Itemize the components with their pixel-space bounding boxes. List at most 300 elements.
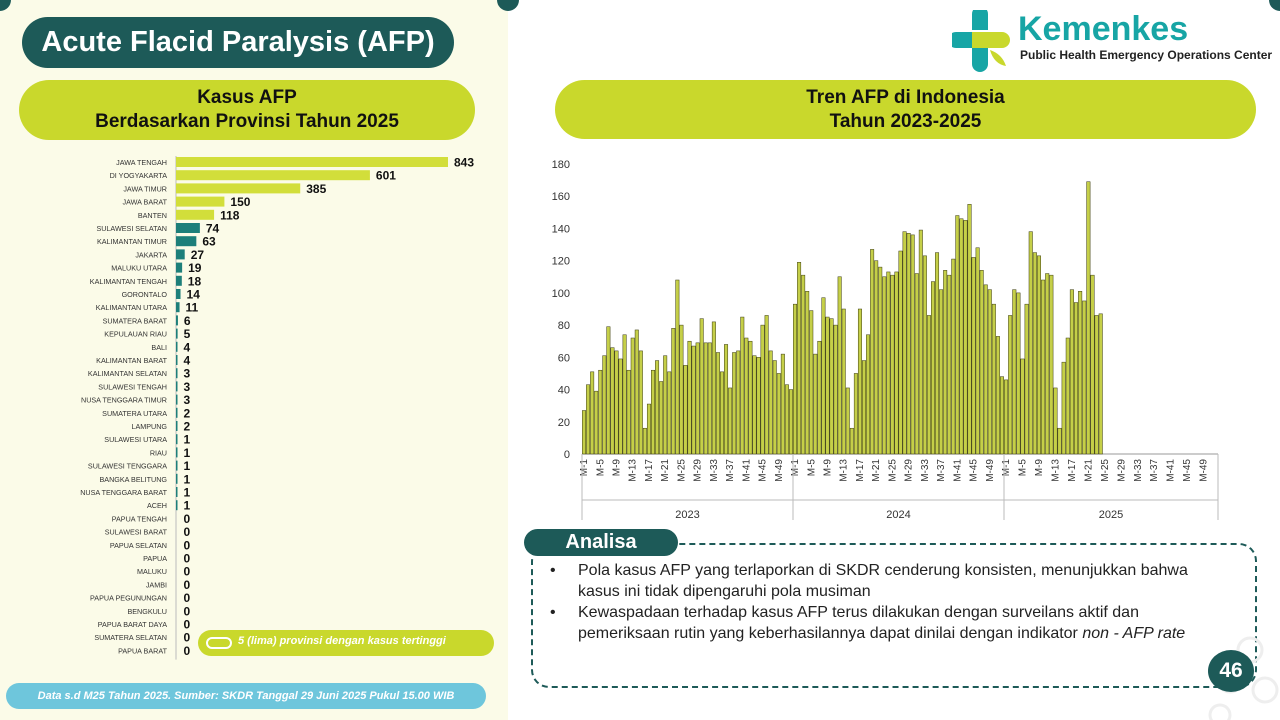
trend-bar <box>996 336 999 454</box>
trend-bar-chart <box>530 150 1230 525</box>
trend-bar <box>724 344 727 454</box>
year-label: 2024 <box>886 509 911 521</box>
trend-bar <box>680 325 683 454</box>
province-bar <box>176 197 224 207</box>
trend-bar <box>700 319 703 454</box>
province-bar <box>176 302 180 312</box>
trend-bar <box>761 325 764 454</box>
x-tick-label: M-25 <box>887 459 899 482</box>
province-label: KALIMANTAN TENGAH <box>89 276 167 286</box>
province-value-label: 1 <box>183 432 191 447</box>
province-bar <box>176 474 178 484</box>
x-tick-label: M-21 <box>660 459 672 482</box>
trend-bar <box>1029 232 1033 454</box>
trend-bar <box>972 257 975 454</box>
province-value-label: 19 <box>188 261 202 276</box>
province-bar <box>176 408 178 418</box>
x-tick-label: M-5 <box>595 459 607 477</box>
trend-bar <box>919 230 922 454</box>
trend-bar <box>834 325 837 454</box>
province-value-label: 843 <box>454 155 475 170</box>
province-label: ACEH <box>147 501 167 511</box>
province-value-label: 0 <box>183 591 191 606</box>
trend-bar <box>964 220 967 454</box>
province-chart-title-line2: Berdasarkan Provinsi Tahun 2025 <box>95 111 399 132</box>
province-chart-title-line1: Kasus AFP <box>197 87 297 108</box>
province-label: JAMBI <box>145 580 167 590</box>
trend-bar <box>659 382 662 455</box>
trend-bar <box>992 304 995 454</box>
trend-bar <box>956 216 959 454</box>
x-tick-label: M-17 <box>1066 459 1078 482</box>
x-tick-label: M-5 <box>806 459 818 477</box>
y-tick-label: 140 <box>551 223 570 236</box>
trend-bar <box>749 341 752 454</box>
province-value-label: 385 <box>306 181 327 196</box>
year-label: 2023 <box>675 509 700 521</box>
trend-bar <box>805 291 808 454</box>
province-label: BANTEN <box>137 210 167 220</box>
x-tick-label: M-29 <box>1116 459 1128 482</box>
province-label: BENGKULU <box>127 606 167 616</box>
province-bar <box>176 487 178 497</box>
province-value-label: 150 <box>230 195 251 210</box>
province-label: KALIMANTAN SELATAN <box>87 369 167 379</box>
trend-bar <box>651 370 654 454</box>
province-label: JAWA BARAT <box>122 197 167 207</box>
province-label: KALIMANTAN UTARA <box>95 303 167 313</box>
trend-bar <box>736 351 739 454</box>
trend-bar <box>639 351 642 454</box>
trend-bar <box>822 298 825 454</box>
trend-chart-title-line2: Tahun 2023-2025 <box>829 111 982 132</box>
trend-bar <box>1050 275 1054 454</box>
trend-bar <box>1082 301 1086 454</box>
kemenkes-logo-icon <box>952 10 1014 74</box>
trend-bar <box>1087 182 1091 454</box>
province-bar <box>176 342 178 352</box>
province-bar <box>176 276 182 286</box>
trend-bar <box>757 357 760 454</box>
logo-name: Kemenkes <box>1018 10 1189 48</box>
x-tick-label: M-33 <box>1132 459 1144 482</box>
province-value-label: 0 <box>183 551 191 566</box>
trend-bar <box>879 267 882 454</box>
province-value-label: 0 <box>183 538 191 553</box>
trend-bar <box>590 372 593 454</box>
province-value-label: 3 <box>183 366 191 381</box>
trend-bar <box>960 219 963 454</box>
province-value-label: 18 <box>187 274 202 289</box>
kemenkes-logo <box>952 10 1272 76</box>
trend-bar <box>1091 275 1095 454</box>
x-tick-label: M-9 <box>822 459 834 477</box>
legend-swatch <box>206 637 232 649</box>
x-tick-label: M-17 <box>643 459 655 482</box>
province-value-label: 14 <box>186 287 200 302</box>
province-bar <box>176 223 200 233</box>
province-label: MALUKU UTARA <box>111 263 167 273</box>
x-tick-label: M-1 <box>790 459 802 477</box>
x-tick-label: M-45 <box>757 459 769 482</box>
province-bar <box>176 315 178 325</box>
province-bar <box>176 434 178 444</box>
province-label: NUSA TENGGARA TIMUR <box>81 395 167 405</box>
province-bar <box>176 461 178 471</box>
y-tick-label: 100 <box>551 287 570 300</box>
x-tick-label: M-5 <box>1017 459 1029 477</box>
trend-bar <box>1066 338 1070 454</box>
trend-bar <box>814 354 817 454</box>
province-label: SUMATERA SELATAN <box>94 633 167 643</box>
province-bar <box>176 263 182 273</box>
trend-bar <box>643 428 646 454</box>
trend-bar <box>603 356 606 454</box>
province-label: KEPULAUAN RIAU <box>104 329 167 339</box>
trend-bar <box>1033 253 1037 454</box>
province-label: MALUKU <box>137 567 167 577</box>
trend-bar <box>907 233 910 454</box>
data-source-footer: Data s.d M25 Tahun 2025. Sumber: SKDR Tanggal 29 Juni 2025 Pukul 15.00 WIB <box>6 683 486 709</box>
province-label: BANGKA BELITUNG <box>99 474 167 484</box>
province-label: JAKARTA <box>135 250 167 260</box>
province-label: SUMATERA UTARA <box>102 408 167 418</box>
x-tick-label: M-41 <box>1165 459 1177 482</box>
trend-bar <box>1041 280 1045 454</box>
trend-bar <box>797 262 800 454</box>
trend-chart-title <box>555 80 1256 139</box>
province-label: KALIMANTAN BARAT <box>96 356 167 365</box>
trend-bar <box>1054 388 1058 454</box>
trend-bar <box>810 311 813 454</box>
trend-bar <box>676 280 679 454</box>
x-tick-label: M-13 <box>838 459 850 482</box>
trend-bar <box>716 353 719 455</box>
province-bar <box>176 329 178 339</box>
trend-bar <box>599 370 602 454</box>
x-tick-label: M-1 <box>1001 459 1013 477</box>
trend-bar <box>1021 359 1025 454</box>
x-tick-label: M-37 <box>1149 459 1161 482</box>
analysis-point-emphasis: non - AFP rate <box>1082 625 1186 642</box>
province-label: PAPUA TENGAH <box>111 514 167 524</box>
province-value-label: 3 <box>183 393 191 408</box>
province-label: PAPUA BARAT <box>118 646 167 656</box>
trend-bar <box>655 361 658 454</box>
trend-bar <box>789 390 792 454</box>
x-tick-label: M-17 <box>854 459 866 482</box>
trend-bar <box>818 341 821 454</box>
province-bar <box>176 395 178 405</box>
province-value-label: 0 <box>183 630 191 645</box>
x-tick-label: M-49 <box>1198 459 1210 482</box>
trend-bar <box>741 317 744 454</box>
trend-bar <box>663 356 666 454</box>
trend-bar <box>988 290 991 454</box>
y-tick-label: 0 <box>563 449 570 461</box>
trend-bar <box>753 356 756 454</box>
trend-chart-title-line1: Tren AFP di Indonesia <box>806 87 1005 108</box>
trend-bar <box>769 351 772 454</box>
trend-bar <box>684 365 687 454</box>
province-value-label: 1 <box>183 459 191 474</box>
trend-bar <box>732 353 735 455</box>
province-bar <box>176 381 178 391</box>
trend-bar <box>672 328 675 454</box>
province-value-label: 11 <box>185 300 199 315</box>
trend-bar <box>927 315 930 454</box>
analysis-title: Analisa <box>524 529 678 556</box>
trend-bar <box>1017 293 1021 454</box>
province-value-label: 4 <box>183 340 191 355</box>
province-value-label: 1 <box>183 498 191 513</box>
trend-bar <box>915 274 918 454</box>
trend-bar <box>1025 304 1029 454</box>
trend-bar <box>968 204 971 454</box>
province-bar <box>176 210 214 220</box>
x-tick-label: M-37 <box>725 459 737 482</box>
x-tick-label: M-41 <box>741 459 753 482</box>
trend-bar <box>781 354 784 454</box>
province-label: KALIMANTAN TIMUR <box>96 237 167 247</box>
x-tick-label: M-13 <box>1050 459 1062 482</box>
trend-bar <box>899 251 902 454</box>
x-tick-label: M-49 <box>984 459 996 482</box>
x-tick-label: M-49 <box>773 459 785 482</box>
province-label: GORONTALO <box>121 290 167 299</box>
province-value-label: 74 <box>205 221 220 236</box>
province-value-label: 0 <box>183 643 191 658</box>
province-value-label: 6 <box>183 313 191 328</box>
year-label: 2025 <box>1098 509 1124 521</box>
province-label: SULAWESI TENGAH <box>98 382 167 392</box>
y-tick-label: 40 <box>557 384 570 397</box>
province-label: SUMATERA BARAT <box>102 316 167 326</box>
trend-bar <box>692 346 695 454</box>
province-bar <box>176 447 178 457</box>
province-value-label: 2 <box>183 406 191 421</box>
trend-bar <box>594 391 597 454</box>
trend-bar <box>939 290 942 454</box>
analysis-point-text: Kewaspadaan terhadap kasus AFP terus dilakukan dengan surveilans aktif dan pemeriksaan rutin yang keberhasilannya dapat dinilai dengan indikator <box>578 604 1139 642</box>
trend-bar <box>688 341 691 454</box>
logo-subtitle: Public Health Emergency Operations Center <box>1020 48 1273 62</box>
province-chart-title <box>19 80 475 140</box>
trend-bar <box>1013 290 1017 454</box>
trend-bar <box>619 359 622 454</box>
province-bar <box>176 183 300 193</box>
x-tick-label: M-13 <box>627 459 639 482</box>
trend-bar <box>647 404 650 454</box>
trend-bar <box>777 373 780 454</box>
trend-bar <box>984 285 987 454</box>
trend-bar <box>887 272 890 454</box>
x-tick-label: M-45 <box>968 459 980 482</box>
trend-bar <box>911 235 914 454</box>
province-value-label: 0 <box>183 564 191 579</box>
x-tick-label: M-37 <box>936 459 948 482</box>
trend-bar <box>883 277 886 454</box>
trend-bar <box>947 275 950 454</box>
trend-bar <box>842 309 845 454</box>
trend-bar <box>862 361 865 454</box>
x-tick-label: M-25 <box>676 459 688 482</box>
province-value-label: 1 <box>183 485 191 500</box>
trend-bar <box>866 335 869 454</box>
province-bar <box>176 368 178 378</box>
x-tick-label: M-9 <box>611 459 623 477</box>
trend-bar <box>980 270 983 454</box>
province-value-label: 63 <box>202 234 216 249</box>
trend-bar <box>838 277 841 454</box>
trend-bar <box>623 335 626 454</box>
province-value-label: 0 <box>183 617 191 632</box>
province-value-label: 0 <box>183 577 191 592</box>
trend-bar <box>631 338 634 454</box>
trend-bar <box>826 317 829 454</box>
trend-bar <box>854 373 857 454</box>
trend-bar <box>1070 290 1074 454</box>
trend-bar <box>708 343 711 454</box>
trend-bar <box>858 309 861 454</box>
trend-bar <box>846 388 849 454</box>
trend-bar <box>586 385 589 454</box>
x-tick-label: M-45 <box>1182 459 1194 482</box>
trend-bar <box>850 428 853 454</box>
province-label: PAPUA <box>143 554 167 563</box>
trend-bar <box>1062 362 1066 454</box>
trend-bar <box>611 348 614 454</box>
trend-bar <box>1045 274 1049 454</box>
x-tick-label: M-41 <box>952 459 964 482</box>
province-label: JAWA TIMUR <box>123 184 167 194</box>
province-value-label: 4 <box>183 353 191 368</box>
province-bar <box>176 355 178 365</box>
province-value-label: 3 <box>183 379 191 394</box>
x-tick-label: M-9 <box>1033 459 1045 477</box>
province-label: NUSA TENGGARA BARAT <box>80 488 167 497</box>
trend-bar <box>1099 314 1103 454</box>
province-bar <box>176 421 178 431</box>
province-label: LAMPUNG <box>131 422 167 431</box>
y-tick-label: 60 <box>557 352 570 365</box>
trend-bar <box>870 249 873 454</box>
province-bar <box>176 289 181 299</box>
province-label: SULAWESI BARAT <box>104 527 167 537</box>
page-number-badge: 46 <box>1208 650 1254 692</box>
trend-bar <box>1074 303 1078 454</box>
trend-bar <box>1095 315 1099 454</box>
x-tick-label: M-21 <box>1083 459 1095 482</box>
trend-bar <box>830 319 833 454</box>
y-tick-label: 20 <box>557 416 570 429</box>
y-tick-label: 180 <box>551 159 570 171</box>
trend-bar <box>720 372 723 454</box>
province-label: JAWA TENGAH <box>116 158 167 167</box>
trend-bar <box>627 370 630 454</box>
trend-bar <box>935 253 938 454</box>
trend-bar <box>976 248 979 454</box>
trend-bar <box>943 270 946 454</box>
trend-bar <box>931 282 934 454</box>
province-value-label: 1 <box>183 472 191 487</box>
trend-bar <box>923 256 926 454</box>
province-value-label: 118 <box>220 208 240 223</box>
trend-bar <box>696 343 699 454</box>
trend-bar <box>1008 315 1012 454</box>
trend-bar <box>615 351 618 454</box>
trend-bar <box>1004 380 1008 454</box>
trend-bar <box>704 343 707 454</box>
x-tick-label: M-1 <box>579 459 591 477</box>
province-label: PAPUA PEGUNUNGAN <box>90 593 167 603</box>
analysis-point: • Pola kasus AFP yang terlaporkan di SKDR cenderung konsisten, menunjukkan bahwa kasus ini tidak dipengaruhi pola musiman <box>548 560 1230 602</box>
province-label: SULAWESI SELATAN <box>96 224 167 233</box>
x-tick-label: M-33 <box>919 459 931 482</box>
analysis-list <box>548 560 1230 644</box>
province-bar <box>176 249 185 259</box>
province-label: SULAWESI TENGGARA <box>87 461 167 471</box>
province-label: SULAWESI UTARA <box>104 435 167 445</box>
page-title: Acute Flacid Paralysis (AFP) <box>22 17 454 68</box>
x-tick-label: M-21 <box>871 459 883 482</box>
trend-bar <box>903 232 906 454</box>
x-tick-label: M-29 <box>692 459 704 482</box>
province-value-label: 0 <box>183 525 191 540</box>
province-label: PAPUA SELATAN <box>109 540 167 550</box>
trend-bar <box>1058 428 1062 454</box>
analysis-point <box>548 602 1230 644</box>
legend-text: 5 (lima) provinsi dengan kasus tertinggi <box>238 635 446 647</box>
province-bar <box>176 236 196 246</box>
trend-bar <box>728 388 731 454</box>
x-tick-label: M-29 <box>903 459 915 482</box>
trend-bar <box>1078 291 1082 454</box>
trend-bar <box>785 385 788 454</box>
trend-bar <box>1037 256 1041 454</box>
province-bar <box>176 170 370 180</box>
province-value-label: 1 <box>183 445 191 460</box>
trend-bar <box>1000 377 1003 454</box>
province-value-label: 27 <box>190 247 205 262</box>
trend-bar <box>765 315 768 454</box>
x-tick-label: M-25 <box>1099 459 1111 482</box>
trend-bar <box>952 259 955 454</box>
province-value-label: 601 <box>375 168 396 183</box>
trend-bar <box>874 261 877 454</box>
trend-bar <box>712 322 715 454</box>
province-label: BALI <box>151 342 167 352</box>
trend-bar <box>773 361 776 454</box>
trend-bar <box>635 330 638 454</box>
province-label: RIAU <box>149 448 167 458</box>
trend-bar <box>582 411 585 455</box>
trend-bar <box>801 275 804 454</box>
trend-bar <box>745 338 748 454</box>
trend-bar <box>793 304 796 454</box>
province-value-label: 5 <box>183 327 191 342</box>
province-value-label: 0 <box>183 604 191 619</box>
trend-bar <box>891 275 894 454</box>
province-label: PAPUA BARAT DAYA <box>97 620 167 629</box>
trend-bar <box>607 327 610 454</box>
province-bar <box>176 157 448 167</box>
trend-bar <box>895 272 898 454</box>
province-value-label: 0 <box>183 511 191 526</box>
y-tick-label: 80 <box>557 320 570 333</box>
y-tick-label: 160 <box>551 191 570 204</box>
y-tick-label: 120 <box>551 255 570 268</box>
